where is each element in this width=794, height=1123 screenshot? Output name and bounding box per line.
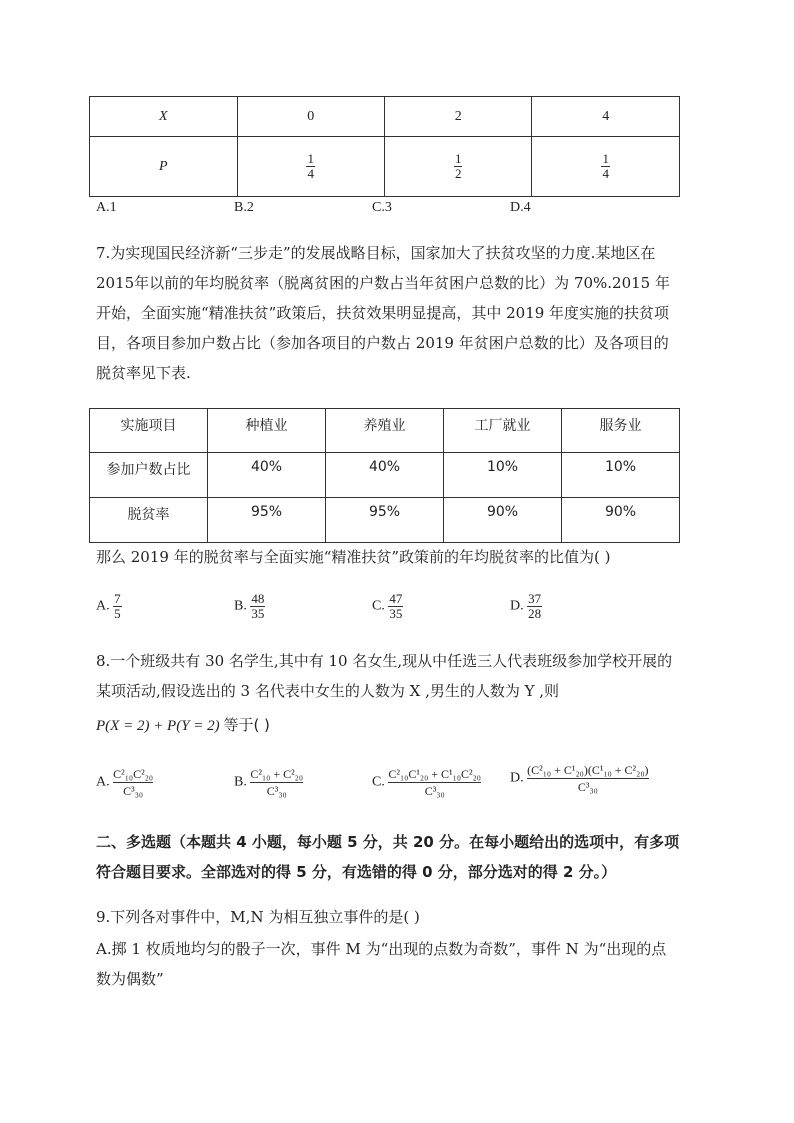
fraction <box>527 762 648 795</box>
fraction-numerator: 47 <box>389 591 403 606</box>
fraction-numerator: 7 <box>114 591 121 606</box>
fraction <box>388 766 481 799</box>
q6-option-b: B.2 <box>234 200 254 215</box>
fraction-denominator: 35 <box>251 606 265 621</box>
fraction-numerator: 48 <box>251 591 265 606</box>
fraction-numerator: 1 <box>307 151 314 166</box>
table-cell: 40% <box>208 453 326 498</box>
q6-option-c: C.3 <box>372 200 392 215</box>
fraction-numerator: C²₁₀C²₂₀ <box>113 767 154 781</box>
q7-stem <box>96 238 706 388</box>
fraction-numerator: 1 <box>454 151 462 166</box>
table-row <box>90 137 680 197</box>
table-row <box>90 453 680 498</box>
table-cell <box>384 137 531 197</box>
fraction-denominator: 4 <box>602 166 609 181</box>
fraction-denominator: C³₃₀ <box>527 778 648 795</box>
option-label: B. <box>234 598 247 614</box>
table-cell: 90% <box>444 498 562 543</box>
fraction-denominator: 2 <box>454 166 462 181</box>
q8-stem <box>96 646 706 706</box>
option-label: B. <box>234 774 247 790</box>
table-cell: 10% <box>444 453 562 498</box>
table-cell: 0 <box>237 97 384 137</box>
q7-line: 目，各项目参加户数占比（参加各项目的户数占 2019 年贫困户总数的比）及各项目的 <box>96 334 669 352</box>
table-cell: X <box>90 97 238 137</box>
distribution-table <box>89 96 680 197</box>
q8-option-b <box>234 766 303 799</box>
option-label: C. <box>372 774 385 790</box>
fraction-denominator: 4 <box>307 166 314 181</box>
table-row <box>90 498 680 543</box>
fraction <box>454 152 463 181</box>
q7-question: 那么 2019 年的脱贫率与全面实施“精准扶贫”政策前的年均脱贫率的比值为( ) <box>96 548 611 566</box>
table-cell: 10% <box>562 453 680 498</box>
table-header-cell: 种植业 <box>208 409 326 453</box>
table-cell: 脱贫率 <box>90 498 208 543</box>
q8-option-c <box>372 766 481 799</box>
fraction <box>388 592 403 621</box>
table-cell: 4 <box>532 97 680 137</box>
fraction-numerator: (C²₁₀ + C¹₂₀)(C¹₁₀ + C²₂₀) <box>527 763 649 777</box>
fraction-numerator: 37 <box>528 591 542 606</box>
q7-line: 开始，全面实施“精准扶贫”政策后，扶贫效果明显提高，其中 2019 年度实施的扶贫项 <box>96 304 670 322</box>
fraction-numerator: 1 <box>602 151 609 166</box>
poverty-table <box>89 408 680 543</box>
fraction-denominator: C³₃₀ <box>113 782 153 799</box>
table-cell <box>237 137 384 197</box>
q6-option-a: A.1 <box>96 200 117 215</box>
table-header-cell: 服务业 <box>562 409 680 453</box>
fraction <box>527 592 542 621</box>
option-label: A. <box>96 774 110 790</box>
q9-option-a-line: 数为偶数” <box>96 970 164 988</box>
fraction <box>250 766 303 799</box>
table-header-cell: 养殖业 <box>326 409 444 453</box>
q7-option-a <box>96 592 122 621</box>
fraction-numerator: C²₁₀C¹₂₀ + C¹₁₀C²₂₀ <box>388 767 481 781</box>
fraction-denominator: 28 <box>528 606 542 621</box>
q8-option-a <box>96 766 153 799</box>
q9-option-a-line: A.掷 1 枚质地均匀的骰子一次，事件 M 为“出现的点数为奇数”，事件 N 为“出现的点 <box>96 940 667 958</box>
fraction <box>113 766 153 799</box>
q8-option-d <box>510 762 649 795</box>
q7-option-c <box>372 592 403 621</box>
fraction-denominator: 5 <box>114 606 121 621</box>
option-label: D. <box>510 598 524 614</box>
q8-formula: P(X = 2) + P(Y = 2) <box>96 718 220 734</box>
fraction <box>306 152 315 181</box>
table-cell: 95% <box>326 498 444 543</box>
section-heading <box>96 827 706 887</box>
fraction-numerator: C²₁₀ + C²₂₀ <box>250 767 304 781</box>
q7-line: 脱贫率见下表. <box>96 364 191 382</box>
table-cell: 95% <box>208 498 326 543</box>
q7-line: 7.为实现国民经济新“三步走”的发展战略目标，国家加大了扶贫攻坚的力度.某地区在 <box>96 244 656 262</box>
table-cell: 40% <box>326 453 444 498</box>
table-row <box>90 409 680 453</box>
q8-formula-line <box>96 714 270 735</box>
table-cell: 2 <box>384 97 531 137</box>
table-header-cell: 工厂就业 <box>444 409 562 453</box>
q8-line: 某项活动,假设选出的 3 名代表中女生的人数为 X ,男生的人数为 Y ,则 <box>96 682 560 700</box>
table-cell: P <box>90 137 238 197</box>
option-label: D. <box>510 770 524 786</box>
q7-line: 2015年以前的年均脱贫率（脱离贫困的户数占当年贫困户总数的比）为 70%.2015 年 <box>96 274 670 292</box>
fraction-denominator: 35 <box>389 606 403 621</box>
q8-line: 8.一个班级共有 30 名学生,其中有 10 名女生,现从中任选三人代表班级参加学校开展的 <box>96 652 673 670</box>
table-row <box>90 97 680 137</box>
q6-option-d: D.4 <box>510 200 531 215</box>
q9-stem: 9.下列各对事件中，M,N 为相互独立事件的是( ) <box>96 908 420 926</box>
option-label: A. <box>96 598 110 614</box>
section-heading-line: 二、多选题（本题共 4 小题，每小题 5 分，共 20 分。在每小题给出的选项中，有多项 <box>96 833 680 851</box>
table-cell: 参加户数占比 <box>90 453 208 498</box>
fraction <box>601 152 610 181</box>
q7-option-b <box>234 592 265 621</box>
fraction-denominator: C³₃₀ <box>250 782 303 799</box>
table-header-cell: 实施项目 <box>90 409 208 453</box>
section-heading-line: 符合题目要求。全部选对的得 5 分，有选错的得 0 分，部分选对的得 2 分。） <box>96 863 617 881</box>
fraction-denominator: C³₃₀ <box>388 782 481 799</box>
q8-formula-tail: 等于( ) <box>223 716 270 734</box>
fraction <box>250 592 265 621</box>
table-cell: 90% <box>562 498 680 543</box>
table-cell <box>532 137 680 197</box>
option-label: C. <box>372 598 385 614</box>
q7-option-d <box>510 592 542 621</box>
fraction <box>113 592 122 621</box>
q9-option-a <box>96 934 706 994</box>
